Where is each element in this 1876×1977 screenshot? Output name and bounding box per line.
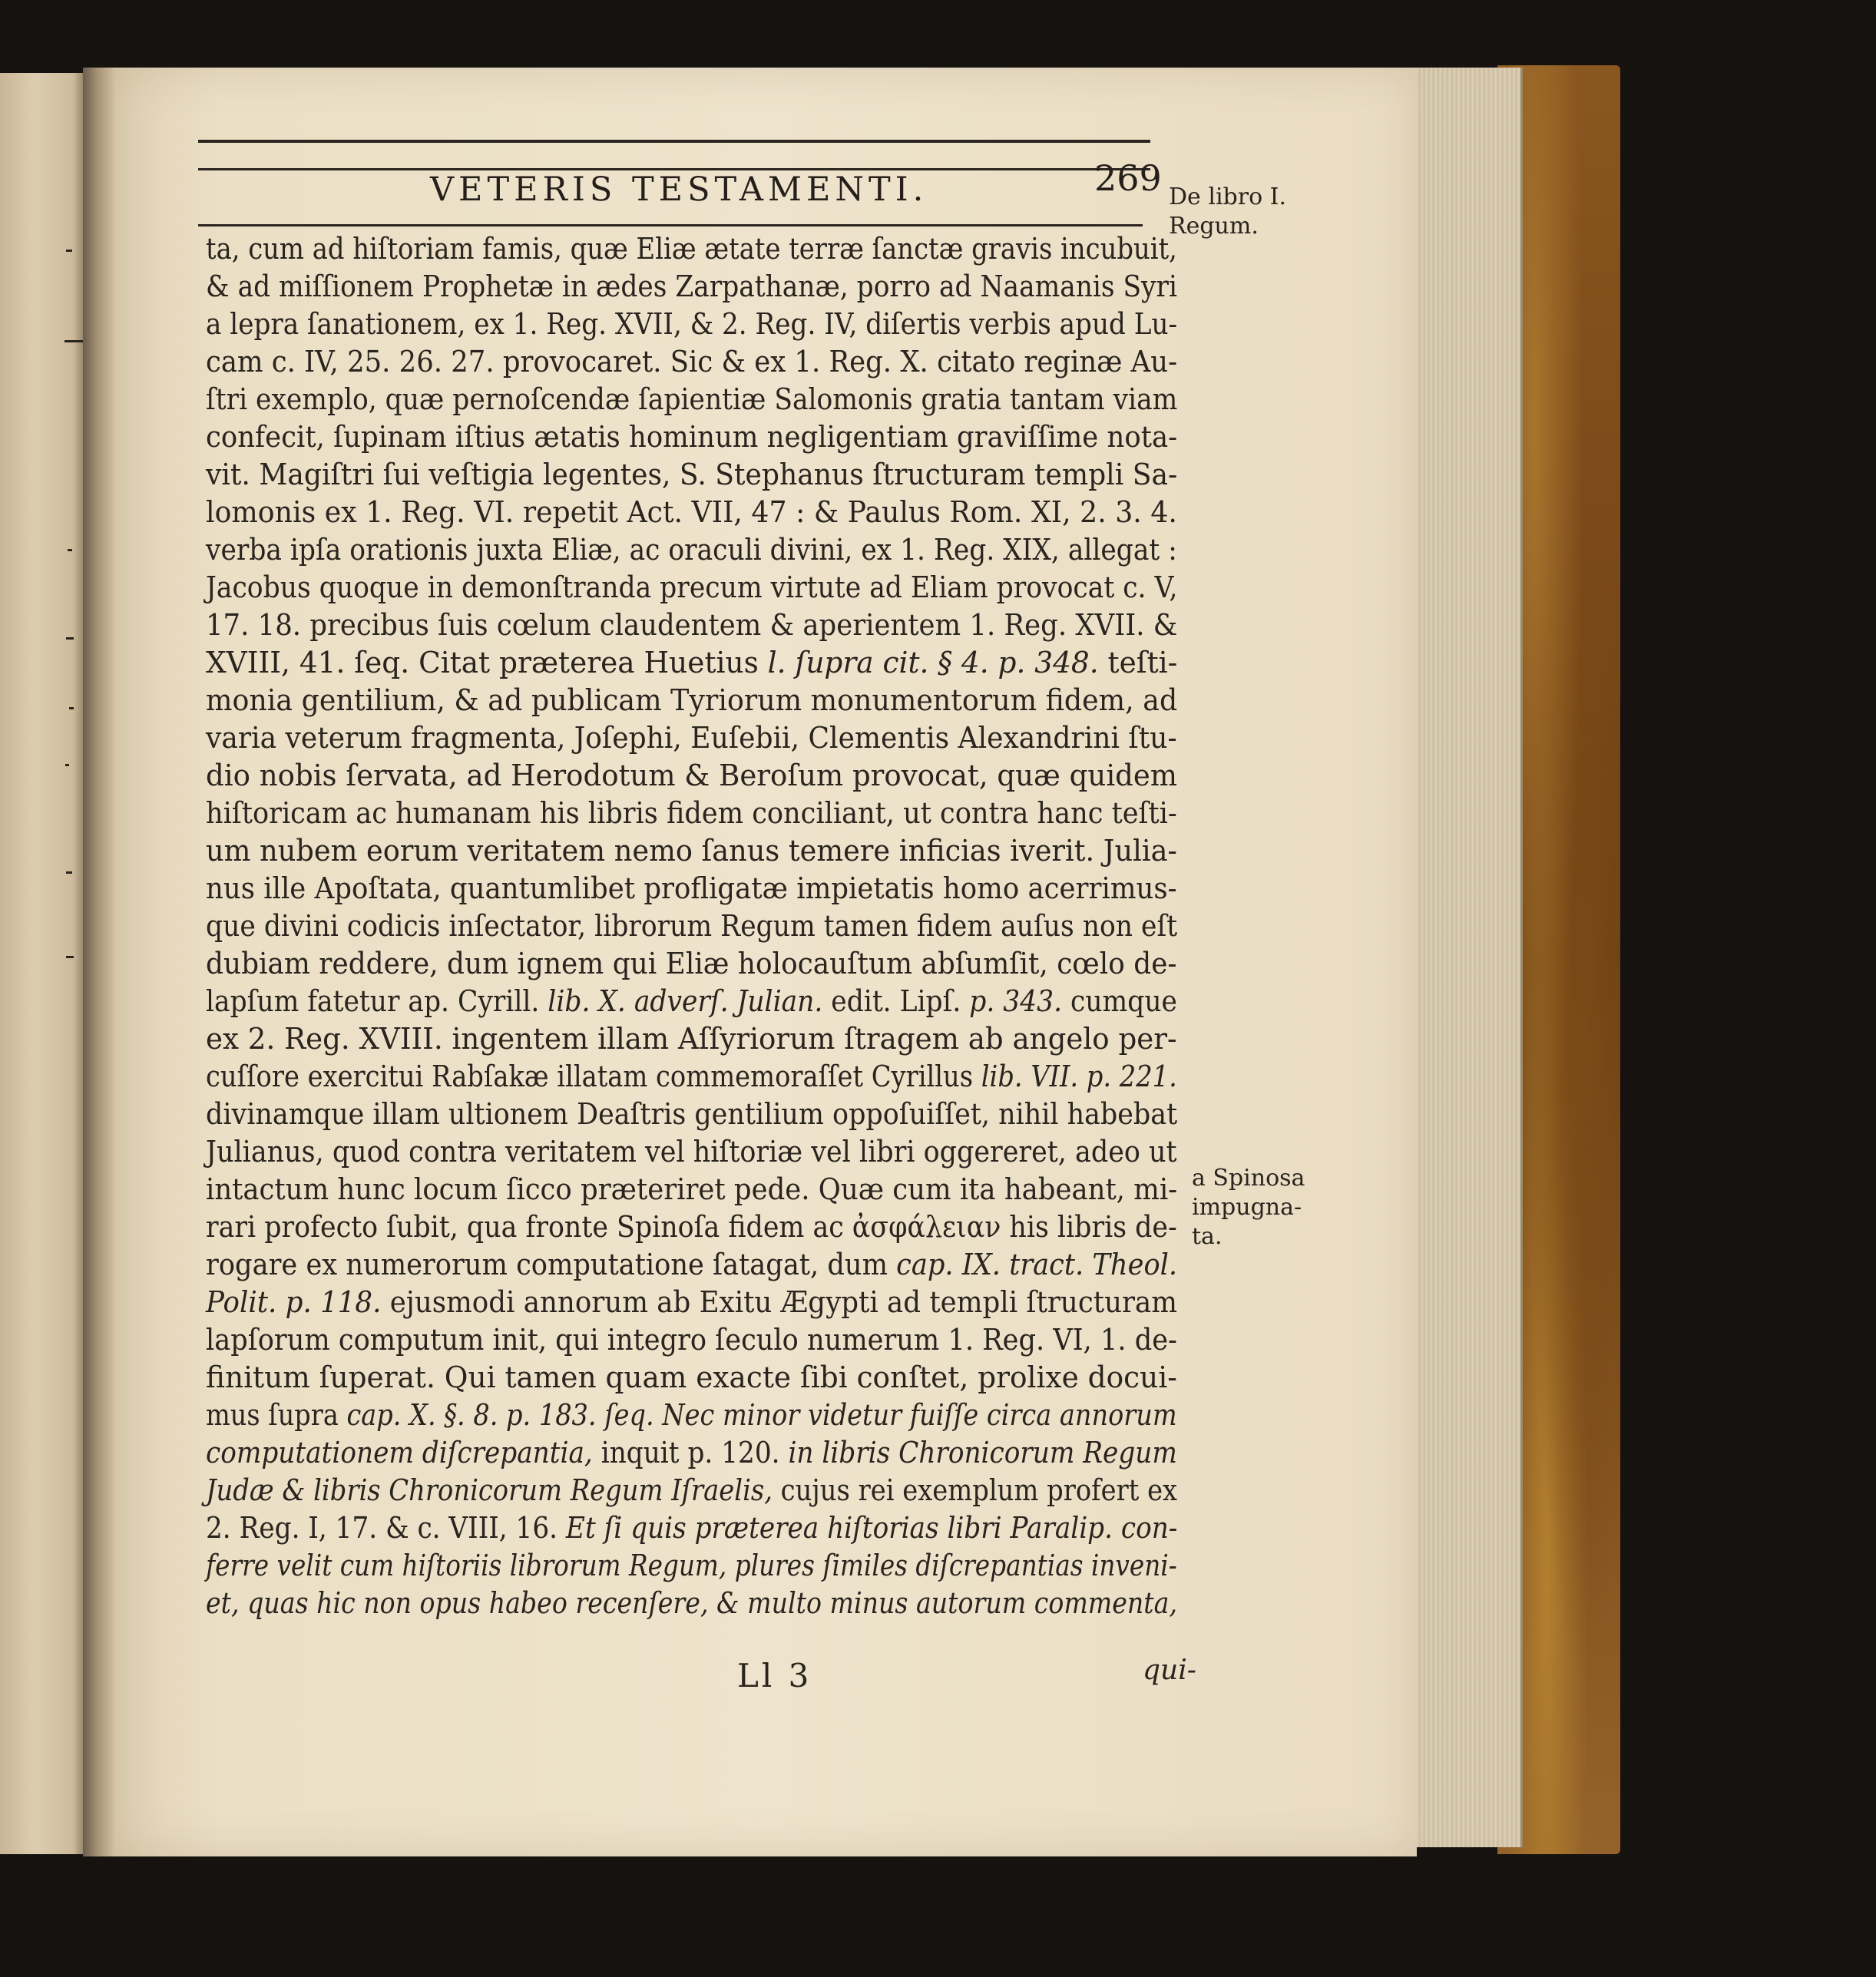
header-rule-bottom: [198, 224, 1143, 226]
text-run: verba ipſa orationis juxta Eliæ, ac oraculi divini, ex 1. Reg. XIX, allegat :: [206, 533, 1177, 567]
text-line: [206, 1058, 1177, 1096]
italic-run: Nec minor videtur fuiſſe circa annorum: [662, 1398, 1177, 1432]
margin-note-spinosa: [1192, 1164, 1305, 1251]
text-run: Jacobus quoque in demonſtranda precum virtute ad Eliam provocat c. V,: [206, 570, 1178, 604]
italic-run: cap. X. §. 8. p. 183. ſeq.: [346, 1398, 654, 1432]
text-run: um nubem eorum veritatem nemo ſanus temere inficias iverit. Julia-: [206, 834, 1177, 868]
italic-run: p. 343.: [969, 984, 1063, 1018]
italic-run: lib. X. adverſ. Julian.: [548, 984, 823, 1018]
text-run: mus ſupra: [206, 1398, 347, 1432]
text-run: monia gentilium, & ad publicam Tyriorum monumentorum fidem, ad: [206, 683, 1178, 717]
signature-mark: Ll 3: [737, 1657, 812, 1694]
text-run: ex 2. Reg. XVIII. ingentem illam Aſſyriorum ſtragem ab angelo per-: [206, 1022, 1177, 1056]
text-run: ejusmodi annorum ab Exitu Ægypti ad templi ſtructuram: [381, 1285, 1178, 1319]
text-line: [206, 1171, 1178, 1208]
margin-note-line: Regum.: [1169, 213, 1259, 240]
text-run: cuſſore exercitui Rabſakæ illatam commemoraſſet Cyrillus: [206, 1060, 981, 1093]
text-run: hiſtoricam ac humanam his libris fidem conciliant, ut contra hanc teſti-: [206, 796, 1177, 830]
text-line: [206, 1246, 1178, 1284]
text-line: [206, 908, 1178, 945]
text-line: [206, 494, 1177, 531]
margin-note-de-libro: [1169, 183, 1286, 241]
italic-run: in libris Chronicorum Regum: [788, 1436, 1177, 1470]
text-line: [206, 757, 1178, 795]
text-run: vit. Magiſtri ſui veſtigia legentes, S. Stephanus ſtructuram templi Sa-: [206, 458, 1178, 491]
text-run: cam c. IV, 25. 26. 27. provocaret. Sic & ex 1. Reg. X. citato reginæ Au-: [206, 345, 1178, 379]
text-run: 17. 18. precibus ſuis cœlum claudentem & aperientem 1. Reg. XVII. &: [206, 608, 1178, 642]
text-line: [206, 1585, 1177, 1622]
text-line: [206, 1096, 1178, 1133]
text-line: [206, 1133, 1177, 1171]
text-run: dio nobis ſervata, ad Herodotum & Beroſum provocat, quæ quidem: [206, 759, 1178, 792]
text-run: finitum ſuperat. Qui tamen quam exacte ſibi conſtet, prolixe docui-: [206, 1360, 1177, 1394]
page-edge-stack: [1413, 68, 1523, 1847]
text-line: [206, 945, 1177, 983]
text-run: confecit, ſupinam iſtius ætatis hominum negligentiam graviſſime nota-: [206, 420, 1178, 454]
text-run: ſtri exemplo, quæ pernoſcendæ ſapientiæ Salomonis gratia tantam viam: [206, 382, 1178, 416]
italic-run: Polit. p. 118.: [206, 1285, 382, 1319]
text-line: [206, 607, 1178, 644]
text-run: divinamque illam ultionem Deaſtris gentilium oppoſuiſſet, nihil habebat: [206, 1097, 1178, 1131]
text-line: [206, 1321, 1177, 1359]
text-run: 2. Reg. I, 17. & c. VIII, 16.: [206, 1511, 566, 1545]
text-line: [206, 381, 1178, 418]
text-line: [206, 1397, 1177, 1434]
text-line: [206, 1208, 1177, 1246]
body-text: [206, 230, 1177, 1622]
text-line: [206, 343, 1178, 381]
text-line: [206, 531, 1177, 569]
margin-note-line: De libro I.: [1169, 183, 1287, 210]
book-gutter: [83, 68, 117, 1856]
text-line: [206, 456, 1178, 494]
text-run: nus ille Apoſtata, quantumlibet profligatæ impietatis homo acerrimus-: [206, 871, 1177, 905]
text-run: rogare ex numerorum computatione ſatagat, dum: [206, 1248, 897, 1281]
text-run: que divini codicis inſectator, librorum Regum tamen fidem auſus non eſt: [206, 909, 1178, 943]
text-line: [206, 1359, 1177, 1397]
text-run: intactum hunc locum ſicco præteriret pede. Quæ cum ita habeant, mi-: [206, 1172, 1178, 1206]
ink-mark: [66, 871, 72, 874]
text-run: rari profecto ſubit, qua fronte Spinoſa fidem ac ἀσφάλειαν his libris de-: [206, 1210, 1177, 1244]
text-run: inquit p. 120.: [592, 1436, 789, 1470]
text-run: a lepra ſanationem, ex 1. Reg. XVII, & 2. Reg. IV, diſertis verbis apud Lu-: [206, 307, 1178, 341]
text-line: [206, 870, 1177, 908]
italic-run: Et ſi quis præterea hiſtorias libri Paralip. con-: [565, 1511, 1178, 1545]
text-line: [206, 306, 1178, 343]
text-line: [206, 569, 1178, 607]
text-run: lapſorum computum init, qui integro ſeculo numerum 1. Reg. VI, 1. de-: [206, 1323, 1177, 1357]
italic-run: Judæ & libris Chronicorum Regum Iſraelis,: [206, 1473, 773, 1507]
margin-note-line: impugna-: [1192, 1194, 1302, 1221]
running-head: VETERIS TESTAMENTI.: [430, 170, 928, 209]
margin-note-line: a Spinosa: [1192, 1165, 1305, 1192]
italic-run: l. ſupra cit. § 4. p. 348.: [767, 646, 1099, 679]
text-line: [206, 1434, 1177, 1472]
text-run: teſti-: [1098, 646, 1178, 679]
text-line: [206, 719, 1177, 757]
text-run: varia veterum fragmenta, Joſephi, Euſebii, Clementis Alexandrini ſtu-: [206, 721, 1177, 755]
italic-run: et, quas hic non opus habeo recenſere, & multo minus autorum commenta,: [206, 1586, 1177, 1620]
text-run: lapſum fatetur ap. Cyrill.: [206, 984, 548, 1018]
ink-mark: [66, 637, 74, 640]
text-line: [206, 983, 1177, 1020]
italic-run: computationem diſcrepantia,: [206, 1436, 593, 1470]
text-line: [206, 1020, 1177, 1058]
ink-mark: [69, 707, 74, 709]
text-line: [206, 268, 1177, 306]
ink-mark: [66, 956, 74, 958]
text-run: lomonis ex 1. Reg. VI. repetit Act. VII, 47 : & Paulus Rom. XI, 2. 3. 4.: [206, 495, 1177, 529]
italic-run: ferre velit cum hiſtoriis librorum Regum, plures ſimiles diſcrepantias inveni-: [206, 1549, 1177, 1582]
text-line: [206, 682, 1178, 719]
text-line: [206, 230, 1177, 268]
text-line: [206, 832, 1177, 870]
text-run: [654, 1398, 663, 1432]
margin-note-line: ta.: [1192, 1223, 1223, 1250]
text-run: XVIII, 41. ſeq. Citat præterea Huetius: [206, 646, 768, 679]
header-rule-top: [198, 140, 1150, 143]
text-run: cumque: [1062, 984, 1177, 1018]
ink-mark: [68, 549, 72, 551]
previous-page-edge: [0, 73, 86, 1854]
text-run: Julianus, quod contra veritatem vel hiſtoriæ vel libri oggereret, adeo ut: [206, 1135, 1177, 1169]
text-run: edit. Lipſ.: [822, 984, 970, 1018]
ink-mark: [65, 764, 69, 766]
text-line: [206, 1509, 1178, 1547]
text-line: [206, 644, 1178, 682]
italic-run: cap. IX. tract. Theol.: [896, 1248, 1178, 1281]
catchword: qui-: [1143, 1655, 1196, 1686]
ink-mark: [66, 250, 72, 252]
text-line: [206, 418, 1178, 456]
text-run: cujus rei exemplum profert ex: [772, 1473, 1178, 1507]
text-run: & ad miſſionem Prophetæ in ædes Zarpathanæ, porro ad Naamanis Syri: [206, 269, 1177, 303]
text-line: [206, 1284, 1178, 1321]
text-run: ta, cum ad hiſtoriam famis, quæ Eliæ ætate terræ ſanctæ gravis incubuit,: [206, 232, 1177, 266]
text-line: [206, 1472, 1178, 1509]
text-line: [206, 1547, 1177, 1585]
text-line: [206, 795, 1177, 832]
italic-run: lib. VII. p. 221.: [981, 1060, 1177, 1093]
text-run: dubiam reddere, dum ignem qui Eliæ holocauſtum abſumſit, cœlo de-: [206, 947, 1177, 980]
page-number: 269: [1094, 157, 1162, 199]
